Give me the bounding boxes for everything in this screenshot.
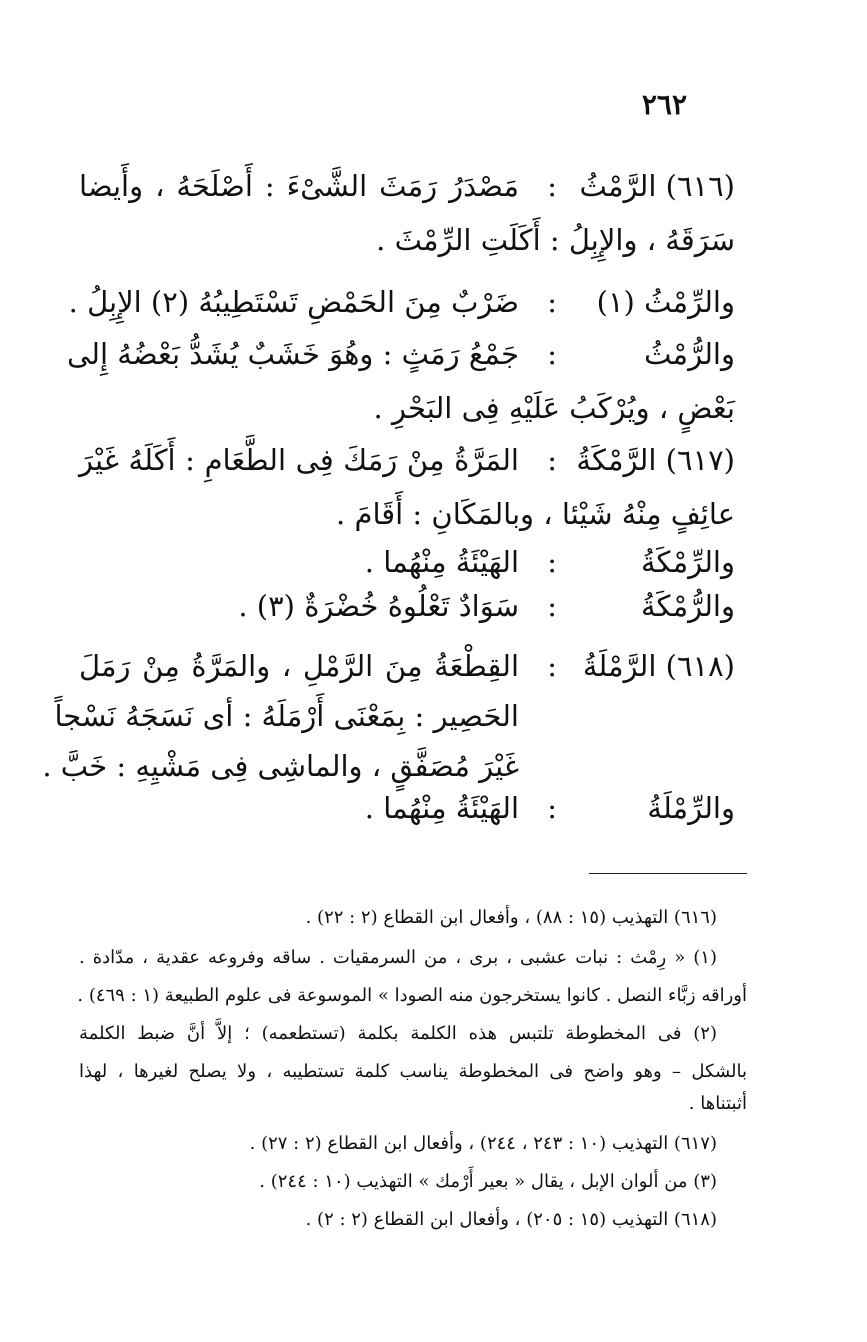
definition: غَيْرَ مُصَفَّقٍ ، والماشِى فِى مَشْيِهِ : خَبَّ . — [42, 749, 519, 783]
entry-line — [0, 782, 867, 834]
colon: : — [547, 285, 557, 319]
definition: مَصْدَرُ رَمَثَ الشَّىْءَ : أَصْلَحَهُ ، وأَيضا — [79, 169, 519, 203]
definition: جَمْعُ رَمَثٍ : وهُوَ خَشَبٌ يُشَدُّ بَعْضُهُ إِلى — [67, 337, 519, 371]
footnote: (٦١٧) التهذيب (١٠ : ٢٤٣ ، ٢٤٤) ، وأفعال ابن القطاع (٢ : ٢٧) . — [249, 1133, 717, 1154]
definition: الهَيْئَةُ مِنْهُما . — [364, 545, 519, 579]
definition: بَعْضٍ ، ويُرْكَبُ عَلَيْهِ فِى البَحْرِ . — [373, 391, 735, 425]
headword: (٦١٨) الرَّمْلَةُ — [582, 649, 735, 683]
headword: والرِّمْلَةُ — [647, 791, 735, 825]
footnote: (٢) فى المخطوطة تلتبس هذه الكلمة بكلمة (تستطعمه) ؛ إلاَّ أنَّ ضبط الكلمة — [79, 1023, 717, 1044]
colon: : — [547, 169, 557, 203]
entry-line — [0, 160, 867, 212]
entry-continuation — [0, 488, 867, 540]
footnote: (٣) من ألوان الإبل ، يقال « بعير أَرْمك » التهذيب (١٠ : ٢٤٤) . — [259, 1171, 717, 1192]
headword: (٦١٧) الرَّمْكَةُ — [576, 443, 735, 477]
entry-continuation — [0, 214, 867, 266]
footnote: (١) « رِمْث : نبات عشبى ، برى ، من السرمقيات . ساقه وفروعه عقدية ، مدّادة . — [79, 947, 717, 968]
footnote: أثبتناها . — [688, 1093, 747, 1114]
entry-line — [0, 580, 867, 632]
page-number: ٢٦٢ — [641, 88, 687, 121]
entry-line — [0, 328, 867, 380]
headword: والرُّمْكَةُ — [641, 589, 735, 623]
footnote: أوراقه زبَّاء النصل . كانوا يستخرجون منه الصودا » الموسوعة فى علوم الطبيعة (١ : ٤٦٩) . — [77, 985, 747, 1006]
footnote-divider — [589, 873, 747, 874]
definition: القِطْعَةُ مِنَ الرَّمْلِ ، والمَرَّةُ مِنْ رَمَلَ — [79, 649, 519, 683]
entry-continuation — [0, 690, 867, 742]
colon: : — [547, 337, 557, 371]
entry-line — [0, 434, 867, 486]
entry-continuation — [0, 382, 867, 434]
definition: عائِفٍ مِنْهُ شَيْئا ، وبالمَكَانِ : أَقَامَ . — [336, 497, 735, 531]
entry-line — [0, 640, 867, 692]
headword: (٦١٦) الرَّمْثُ — [579, 169, 735, 203]
colon: : — [547, 545, 557, 579]
definition: الحَصِير : بِمَعْنَى أَرْمَلَهُ : أى نَسَجَهُ نَسْجاً — [54, 699, 519, 733]
colon: : — [547, 791, 557, 825]
definition: سَرَقَهُ ، والإِبِلُ : أَكَلَتِ الرِّمْثَ . — [376, 223, 735, 257]
footnote: (٦١٦) التهذيب (١٥ : ٨٨) ، وأفعال ابن القطاع (٢ : ٢٢) . — [305, 907, 717, 928]
definition: الهَيْئَةُ مِنْهُما . — [364, 791, 519, 825]
definition: المَرَّةُ مِنْ رَمَكَ فِى الطَّعَامِ : أَكَلَهُ غَيْرَ — [79, 443, 519, 477]
headword: والرِّمْكَةُ — [641, 545, 735, 579]
colon: : — [547, 443, 557, 477]
headword: والرِّمْثُ (١) — [596, 285, 735, 319]
definition: سَوَادٌ تَعْلُوهُ خُضْرَةٌ (٣) . — [238, 589, 519, 623]
footnote: بالشكل – وهو واضح فى المخطوطة يناسب كلمة تستطيبه ، ولا يصلح لغيرها ، لهذا — [79, 1061, 747, 1082]
headword: والرُّمْثُ — [644, 337, 735, 371]
definition: ضَرْبٌ مِنَ الحَمْضِ تَسْتَطِيبُهُ (٢) الإِبِلُ . — [68, 285, 519, 319]
footnote: (٦١٨) التهذيب (١٥ : ٢٠٥) ، وأفعال ابن القطاع (٢ : ٢) . — [305, 1209, 717, 1230]
colon: : — [547, 589, 557, 623]
entry-line — [0, 276, 867, 328]
colon: : — [547, 649, 557, 683]
